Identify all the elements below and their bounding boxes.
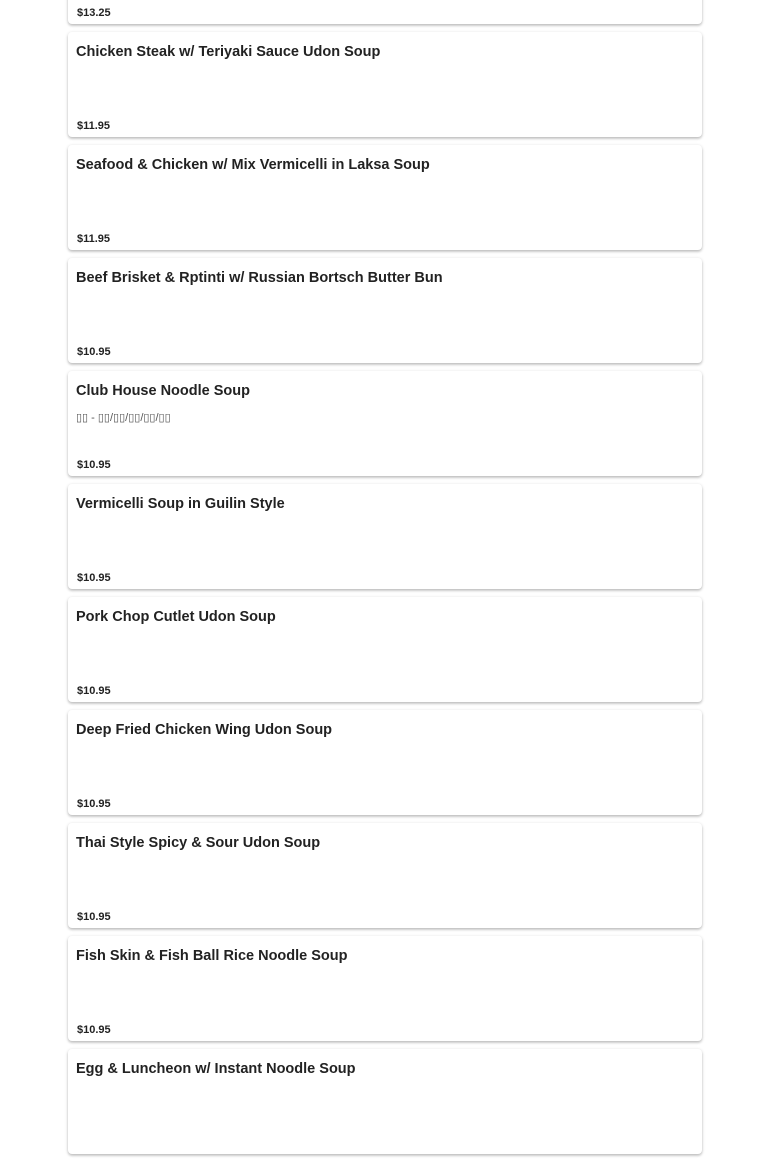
menu-item-card[interactable] (68, 823, 702, 928)
menu-item-card[interactable] (68, 145, 702, 250)
menu-item-card[interactable] (68, 597, 702, 702)
menu-item-card[interactable] (68, 484, 702, 589)
menu-item-name: Deep Fried Chicken Wing Udon Soup (76, 722, 333, 738)
menu-item-price: $11.95 (77, 233, 111, 245)
menu-item-name: Thai Style Spicy & Sour Udon Soup (76, 835, 321, 851)
menu-item-name: Chicken Steak w/ Teriyaki Sauce Udon Soup (76, 44, 381, 60)
menu-item-description: ▯▯ - ▯▯/▯▯/▯▯/▯▯/▯▯ (76, 412, 171, 424)
menu-item-card[interactable] (68, 258, 702, 363)
menu-item-card[interactable] (68, 32, 702, 137)
menu-item-price: $10.95 (77, 1024, 111, 1036)
menu-item-card[interactable] (68, 371, 702, 476)
menu-item-price: $10.95 (77, 459, 111, 471)
menu-item-price: $10.95 (77, 572, 111, 584)
menu-item-name: Beef Brisket & Rptinti w/ Russian Bortsch Butter Bun (76, 270, 443, 286)
menu-item-price: $10.95 (77, 798, 111, 810)
menu-item-name: Club House Noodle Soup (76, 383, 250, 399)
menu-item-card[interactable] (68, 0, 702, 24)
menu-item-name: Seafood & Chicken w/ Mix Vermicelli in Laksa Soup (76, 157, 430, 173)
menu-item-card[interactable] (68, 936, 702, 1041)
menu-item-list (68, 0, 702, 1162)
menu-item-name: Vermicelli Soup in Guilin Style (76, 496, 285, 512)
menu-item-name: Egg & Luncheon w/ Instant Noodle Soup (76, 1061, 356, 1077)
menu-item-name: Fish Skin & Fish Ball Rice Noodle Soup (76, 948, 348, 964)
menu-item-price: $10.95 (77, 685, 111, 697)
menu-item-card[interactable] (68, 710, 702, 815)
menu-item-price: $13.25 (77, 7, 111, 19)
menu-item-price: $10.95 (77, 346, 111, 358)
menu-item-price: $10.95 (77, 911, 111, 923)
menu-item-name: Pork Chop Cutlet Udon Soup (76, 609, 276, 625)
menu-item-card[interactable] (68, 1049, 702, 1154)
menu-item-price: $11.95 (77, 120, 111, 132)
